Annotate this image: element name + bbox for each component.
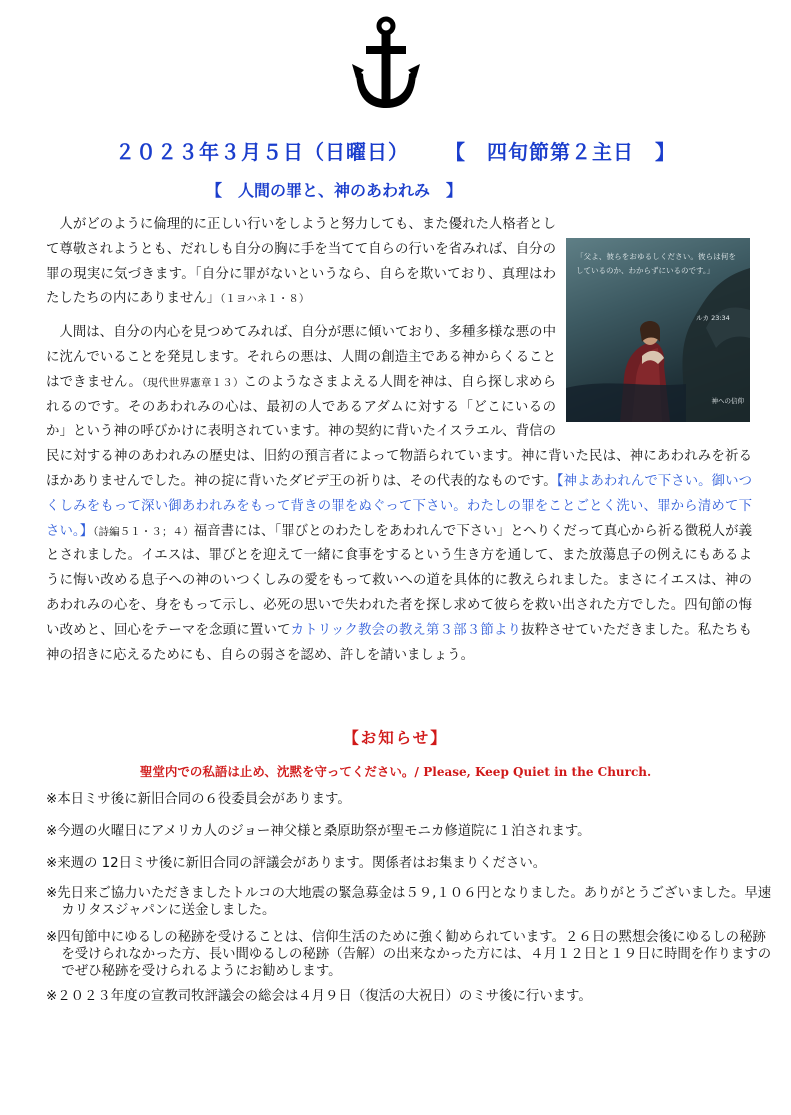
anchor-icon xyxy=(352,16,420,112)
notice-item: ※本日ミサ後に新旧合同の６役委員会があります。 xyxy=(46,792,351,807)
psalm-prayer: 【神よあわれんで下さい。御いつくしみをもって深い御あわれみをもって背きの罪をぬぐって下さい。わたしの罪をことごとく洗い、罪から清めて下さい。】 xyxy=(46,473,752,539)
notice-item: ※今週の火曜日にアメリカ人のジョー神父様と桑原助祭が聖モニカ修道院に１泊されます。 xyxy=(46,824,591,839)
citation-psalm: （詩編５１・３；４） xyxy=(93,525,194,538)
notices-heading: 【お知らせ】 xyxy=(343,729,448,747)
catechism-source: カトリック教会の教え第３部３節より xyxy=(290,622,522,638)
notice-item: ※２０２３年度の宣教司牧評議会の総会は４月９日（復活の大祝日）のミサ後に行います。 xyxy=(46,989,592,1004)
liturgical-occasion: 【 四旬節第２主日 】 xyxy=(445,140,676,164)
paragraph-2-part-b: このようなさまよえる人間を神は、自ら探し求められるのです。そのあわれみの心は、最初の人であるアダムに対する「どこにいるのか」という神の呼びかけに表明されています。神の契約に背いたイスラエル、背信の民に対する神のあわれみの歴史は、旧約の預言者によって物語られています。神に背いた民は、神にあわれみを祈るほかありませんでした。神の掟に背いたダビデ王の祈りは、その代表的なものです。 xyxy=(46,374,752,489)
illustration-quote: 「父よ、彼らをおゆるしください。彼らは何をしているのか、わからずにいるのです。」 xyxy=(576,252,736,275)
citation-gaudium-et-spes: （現代世界憲章１３） xyxy=(141,376,244,389)
paragraph-2-part-a: 人間は、自分の内心を見つめてみれば、自分が悪に傾いており、多種多様な悪の中に沈んでいることを発見します。それらの悪は、人間の創造主である神からくることはできません。 xyxy=(46,325,556,390)
sermon-title: 【 人間の罪と、神のあわれみ 】 xyxy=(206,181,463,200)
illustration-caption: 神への信仰 xyxy=(711,397,744,406)
sermon-body xyxy=(46,213,752,668)
quiet-request-english: Please, Keep Quiet in the Church. xyxy=(423,765,652,779)
notice-item: ※先日来ご協力いただきましたトルコの大地震の緊急募金は５９,１０６円となりました。ありがとうございました。早速カリタスジャパンに送金しました。 xyxy=(46,886,772,918)
citation-1-john: （１ヨハネ１・８） xyxy=(220,293,310,306)
date-heading xyxy=(0,136,791,165)
quiet-request-japanese: 聖堂内での私語は止め、沈黙を守ってください。/ xyxy=(139,764,419,779)
notice-item: ※四旬節中にゆるしの秘跡を受けることは、信仰生活のために強く勧められています。２６日の黙想会後にゆるしの秘跡を受けられなかった方、長い間ゆるしの秘跡（告解）の出来なかった方には、４月１２日と１９日に時間を作りますのでぜひ秘跡を受けられるようにお勧めします。 xyxy=(46,930,772,979)
paragraph-2-part-d: 抜粋させていただきました。私たちも神の招きに応えるためにも、自らの弱さを認め、許しを請いましょう。 xyxy=(46,622,753,663)
paragraph-2-part-c: 福音書には、「罪びとのわたしをあわれんで下さい」とへりくだって真心から祈る徴税人が義とされました。イエスは、罪びとを迎えて一緒に食事をするという生き方を通して、また放蕩息子の例えにもあるように悔い改める息子への神のいつくしみの愛をもって救いへの道を具体的に教えられました。まさにイエスは、神のあわれみの心を、身をもって示し、必死の思いで失われた者を探し求めて彼らを救い出された方でした。四旬節の悔い改めと、回心をテーマを念頭に置いて xyxy=(46,523,752,638)
paragraph-1-text: 人がどのように倫理的に正しい行いをしようと努力しても、また優れた人格者として尊敬されようとも、だれしも自分の胸に手を当てて自らの行いを省みれば、自分の罪の現実に気づきます。「自分に罪がないというなら、自らを欺いており、真理はわたしたちの内にありません」 xyxy=(46,217,556,307)
sunday-date: ２０２３年３月５日（日曜日） xyxy=(115,140,409,164)
prayer-illustration xyxy=(566,238,750,422)
illustration-reference: ルカ 23:34 xyxy=(696,314,730,322)
quiet-request xyxy=(0,762,791,780)
notice-item: ※来週の 12日ミサ後に新旧合同の評議会があります。関係者はお集まりください。 xyxy=(46,856,547,871)
